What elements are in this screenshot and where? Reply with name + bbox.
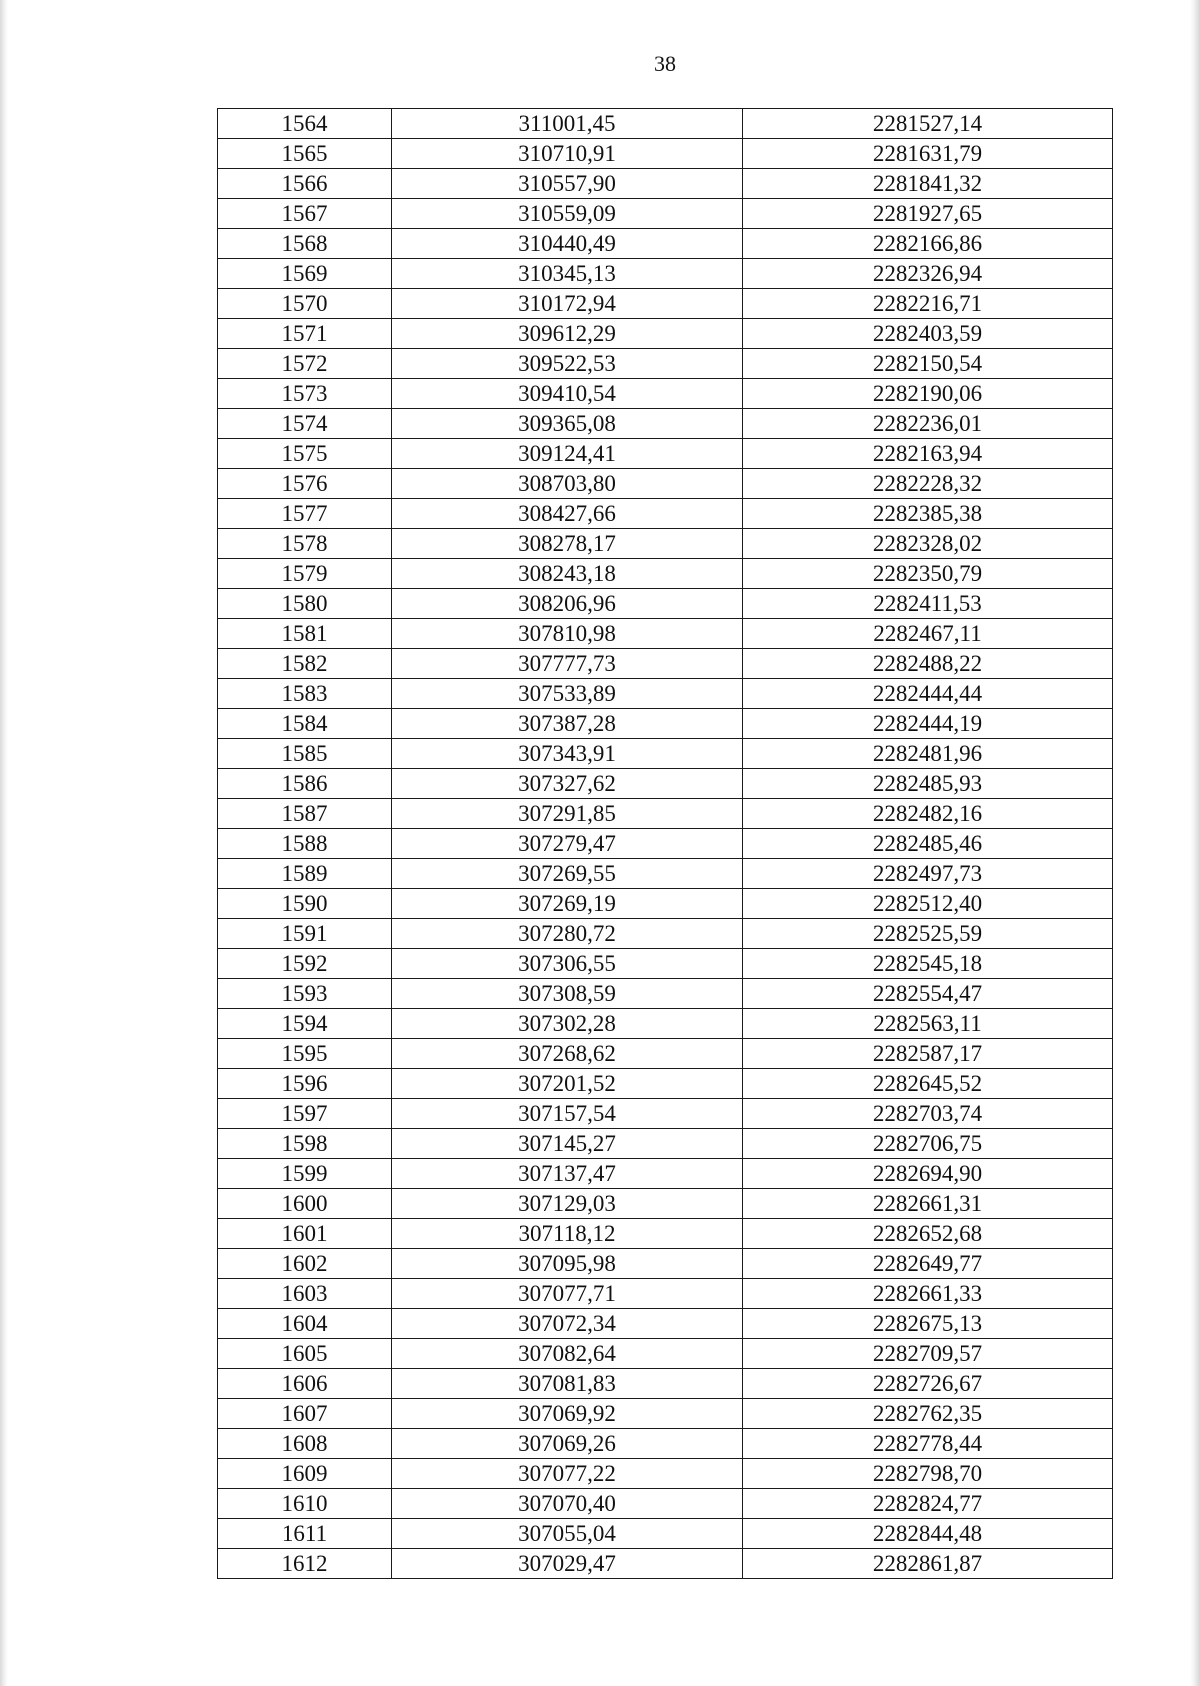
y-coordinate-cell: 2282824,77 [743, 1489, 1113, 1519]
table-row [218, 799, 1113, 829]
y-coordinate-cell: 2281841,32 [743, 169, 1113, 199]
table-row [218, 1459, 1113, 1489]
y-coordinate-cell: 2282762,35 [743, 1399, 1113, 1429]
y-coordinate-cell: 2282444,44 [743, 679, 1113, 709]
y-coordinate-cell: 2282190,06 [743, 379, 1113, 409]
point-number-cell: 1570 [218, 289, 392, 319]
point-number-cell: 1604 [218, 1309, 392, 1339]
page-number: 38 [654, 51, 676, 76]
coordinates-table [217, 108, 1113, 1579]
x-coordinate-cell: 307029,47 [392, 1549, 743, 1579]
point-number-cell: 1572 [218, 349, 392, 379]
point-number-cell: 1594 [218, 1009, 392, 1039]
x-coordinate-cell: 307081,83 [392, 1369, 743, 1399]
point-number-cell: 1582 [218, 649, 392, 679]
table-row [218, 829, 1113, 859]
x-coordinate-cell: 307069,26 [392, 1429, 743, 1459]
x-coordinate-cell: 307129,03 [392, 1189, 743, 1219]
point-number-cell: 1586 [218, 769, 392, 799]
point-number-cell: 1580 [218, 589, 392, 619]
x-coordinate-cell: 307291,85 [392, 799, 743, 829]
point-number-cell: 1590 [218, 889, 392, 919]
x-coordinate-cell: 308243,18 [392, 559, 743, 589]
table-row [218, 409, 1113, 439]
y-coordinate-cell: 2282150,54 [743, 349, 1113, 379]
point-number-cell: 1601 [218, 1219, 392, 1249]
table-row [218, 1009, 1113, 1039]
point-number-cell: 1606 [218, 1369, 392, 1399]
point-number-cell: 1591 [218, 919, 392, 949]
table-row [218, 1189, 1113, 1219]
y-coordinate-cell: 2282706,75 [743, 1129, 1113, 1159]
table-row [218, 619, 1113, 649]
table-row [218, 1069, 1113, 1099]
point-number-cell: 1610 [218, 1489, 392, 1519]
point-number-cell: 1589 [218, 859, 392, 889]
x-coordinate-cell: 307269,55 [392, 859, 743, 889]
y-coordinate-cell: 2282163,94 [743, 439, 1113, 469]
point-number-cell: 1596 [218, 1069, 392, 1099]
x-coordinate-cell: 310557,90 [392, 169, 743, 199]
y-coordinate-cell: 2282485,93 [743, 769, 1113, 799]
scan-edge-left [0, 0, 8, 1686]
table-row [218, 1309, 1113, 1339]
y-coordinate-cell: 2282652,68 [743, 1219, 1113, 1249]
scan-edge-right [1190, 0, 1200, 1686]
point-number-cell: 1607 [218, 1399, 392, 1429]
x-coordinate-cell: 307269,19 [392, 889, 743, 919]
x-coordinate-cell: 307077,71 [392, 1279, 743, 1309]
x-coordinate-cell: 307069,92 [392, 1399, 743, 1429]
y-coordinate-cell: 2282488,22 [743, 649, 1113, 679]
x-coordinate-cell: 307279,47 [392, 829, 743, 859]
y-coordinate-cell: 2282587,17 [743, 1039, 1113, 1069]
y-coordinate-cell: 2282326,94 [743, 259, 1113, 289]
y-coordinate-cell: 2282512,40 [743, 889, 1113, 919]
y-coordinate-cell: 2282545,18 [743, 949, 1113, 979]
table-row [218, 679, 1113, 709]
table-row [218, 1369, 1113, 1399]
x-coordinate-cell: 308278,17 [392, 529, 743, 559]
point-number-cell: 1587 [218, 799, 392, 829]
x-coordinate-cell: 307308,59 [392, 979, 743, 1009]
table-row [218, 1159, 1113, 1189]
x-coordinate-cell: 307810,98 [392, 619, 743, 649]
y-coordinate-cell: 2282481,96 [743, 739, 1113, 769]
y-coordinate-cell: 2282661,31 [743, 1189, 1113, 1219]
x-coordinate-cell: 307137,47 [392, 1159, 743, 1189]
y-coordinate-cell: 2282236,01 [743, 409, 1113, 439]
x-coordinate-cell: 307777,73 [392, 649, 743, 679]
point-number-cell: 1602 [218, 1249, 392, 1279]
y-coordinate-cell: 2282411,53 [743, 589, 1113, 619]
y-coordinate-cell: 2282694,90 [743, 1159, 1113, 1189]
table-row [218, 439, 1113, 469]
table-row [218, 769, 1113, 799]
point-number-cell: 1609 [218, 1459, 392, 1489]
y-coordinate-cell: 2282649,77 [743, 1249, 1113, 1279]
x-coordinate-cell: 307387,28 [392, 709, 743, 739]
point-number-cell: 1592 [218, 949, 392, 979]
table-row [218, 349, 1113, 379]
point-number-cell: 1565 [218, 139, 392, 169]
table-row [218, 979, 1113, 1009]
x-coordinate-cell: 309522,53 [392, 349, 743, 379]
point-number-cell: 1585 [218, 739, 392, 769]
x-coordinate-cell: 309124,41 [392, 439, 743, 469]
table-row [218, 559, 1113, 589]
point-number-cell: 1566 [218, 169, 392, 199]
y-coordinate-cell: 2282563,11 [743, 1009, 1113, 1039]
point-number-cell: 1578 [218, 529, 392, 559]
table-row [218, 109, 1113, 139]
x-coordinate-cell: 309612,29 [392, 319, 743, 349]
point-number-cell: 1595 [218, 1039, 392, 1069]
x-coordinate-cell: 311001,45 [392, 109, 743, 139]
x-coordinate-cell: 308427,66 [392, 499, 743, 529]
table-row [218, 1489, 1113, 1519]
point-number-cell: 1573 [218, 379, 392, 409]
point-number-cell: 1564 [218, 109, 392, 139]
y-coordinate-cell: 2282385,38 [743, 499, 1113, 529]
y-coordinate-cell: 2281631,79 [743, 139, 1113, 169]
point-number-cell: 1599 [218, 1159, 392, 1189]
y-coordinate-cell: 2282703,74 [743, 1099, 1113, 1129]
point-number-cell: 1581 [218, 619, 392, 649]
point-number-cell: 1605 [218, 1339, 392, 1369]
y-coordinate-cell: 2282403,59 [743, 319, 1113, 349]
table-row [218, 469, 1113, 499]
point-number-cell: 1584 [218, 709, 392, 739]
point-number-cell: 1597 [218, 1099, 392, 1129]
point-number-cell: 1598 [218, 1129, 392, 1159]
x-coordinate-cell: 310559,09 [392, 199, 743, 229]
y-coordinate-cell: 2282844,48 [743, 1519, 1113, 1549]
table-row [218, 1279, 1113, 1309]
table-row [218, 1549, 1113, 1579]
y-coordinate-cell: 2282485,46 [743, 829, 1113, 859]
y-coordinate-cell: 2282554,47 [743, 979, 1113, 1009]
table-row [218, 1399, 1113, 1429]
point-number-cell: 1574 [218, 409, 392, 439]
y-coordinate-cell: 2282726,67 [743, 1369, 1113, 1399]
x-coordinate-cell: 307280,72 [392, 919, 743, 949]
table-row [218, 229, 1113, 259]
x-coordinate-cell: 307157,54 [392, 1099, 743, 1129]
y-coordinate-cell: 2282482,16 [743, 799, 1113, 829]
table-row [218, 949, 1113, 979]
table-row [218, 259, 1113, 289]
x-coordinate-cell: 310440,49 [392, 229, 743, 259]
point-number-cell: 1603 [218, 1279, 392, 1309]
x-coordinate-cell: 307327,62 [392, 769, 743, 799]
y-coordinate-cell: 2282467,11 [743, 619, 1113, 649]
x-coordinate-cell: 307343,91 [392, 739, 743, 769]
y-coordinate-cell: 2282444,19 [743, 709, 1113, 739]
x-coordinate-cell: 307306,55 [392, 949, 743, 979]
x-coordinate-cell: 308206,96 [392, 589, 743, 619]
x-coordinate-cell: 310172,94 [392, 289, 743, 319]
point-number-cell: 1569 [218, 259, 392, 289]
coordinates-table-body [218, 109, 1113, 1579]
y-coordinate-cell: 2282661,33 [743, 1279, 1113, 1309]
x-coordinate-cell: 307145,27 [392, 1129, 743, 1159]
table-row [218, 1339, 1113, 1369]
point-number-cell: 1576 [218, 469, 392, 499]
point-number-cell: 1612 [218, 1549, 392, 1579]
table-row [218, 169, 1113, 199]
x-coordinate-cell: 307082,64 [392, 1339, 743, 1369]
x-coordinate-cell: 310710,91 [392, 139, 743, 169]
table-row [218, 1519, 1113, 1549]
x-coordinate-cell: 308703,80 [392, 469, 743, 499]
table-row [218, 199, 1113, 229]
y-coordinate-cell: 2282328,02 [743, 529, 1113, 559]
x-coordinate-cell: 310345,13 [392, 259, 743, 289]
table-row [218, 319, 1113, 349]
y-coordinate-cell: 2282350,79 [743, 559, 1113, 589]
x-coordinate-cell: 309365,08 [392, 409, 743, 439]
y-coordinate-cell: 2281927,65 [743, 199, 1113, 229]
table-row [218, 589, 1113, 619]
table-row [218, 739, 1113, 769]
table-row [218, 529, 1113, 559]
y-coordinate-cell: 2282497,73 [743, 859, 1113, 889]
point-number-cell: 1577 [218, 499, 392, 529]
x-coordinate-cell: 307070,40 [392, 1489, 743, 1519]
table-row [218, 709, 1113, 739]
y-coordinate-cell: 2282525,59 [743, 919, 1113, 949]
point-number-cell: 1600 [218, 1189, 392, 1219]
table-row [218, 889, 1113, 919]
table-row [218, 289, 1113, 319]
x-coordinate-cell: 307533,89 [392, 679, 743, 709]
point-number-cell: 1611 [218, 1519, 392, 1549]
y-coordinate-cell: 2282645,52 [743, 1069, 1113, 1099]
table-row [218, 499, 1113, 529]
table-row [218, 1429, 1113, 1459]
x-coordinate-cell: 307095,98 [392, 1249, 743, 1279]
table-row [218, 919, 1113, 949]
point-number-cell: 1571 [218, 319, 392, 349]
table-row [218, 1129, 1113, 1159]
point-number-cell: 1567 [218, 199, 392, 229]
point-number-cell: 1588 [218, 829, 392, 859]
point-number-cell: 1568 [218, 229, 392, 259]
y-coordinate-cell: 2282798,70 [743, 1459, 1113, 1489]
x-coordinate-cell: 309410,54 [392, 379, 743, 409]
point-number-cell: 1583 [218, 679, 392, 709]
table-row [218, 1219, 1113, 1249]
table-row [218, 1099, 1113, 1129]
x-coordinate-cell: 307302,28 [392, 1009, 743, 1039]
table-row [218, 649, 1113, 679]
x-coordinate-cell: 307118,12 [392, 1219, 743, 1249]
table-row [218, 1249, 1113, 1279]
table-row [218, 1039, 1113, 1069]
x-coordinate-cell: 307077,22 [392, 1459, 743, 1489]
y-coordinate-cell: 2282778,44 [743, 1429, 1113, 1459]
y-coordinate-cell: 2281527,14 [743, 109, 1113, 139]
table-row [218, 859, 1113, 889]
y-coordinate-cell: 2282228,32 [743, 469, 1113, 499]
point-number-cell: 1608 [218, 1429, 392, 1459]
y-coordinate-cell: 2282861,87 [743, 1549, 1113, 1579]
point-number-cell: 1575 [218, 439, 392, 469]
y-coordinate-cell: 2282675,13 [743, 1309, 1113, 1339]
x-coordinate-cell: 307055,04 [392, 1519, 743, 1549]
point-number-cell: 1593 [218, 979, 392, 1009]
y-coordinate-cell: 2282216,71 [743, 289, 1113, 319]
x-coordinate-cell: 307072,34 [392, 1309, 743, 1339]
y-coordinate-cell: 2282166,86 [743, 229, 1113, 259]
y-coordinate-cell: 2282709,57 [743, 1339, 1113, 1369]
x-coordinate-cell: 307201,52 [392, 1069, 743, 1099]
point-number-cell: 1579 [218, 559, 392, 589]
table-row [218, 139, 1113, 169]
x-coordinate-cell: 307268,62 [392, 1039, 743, 1069]
table-row [218, 379, 1113, 409]
